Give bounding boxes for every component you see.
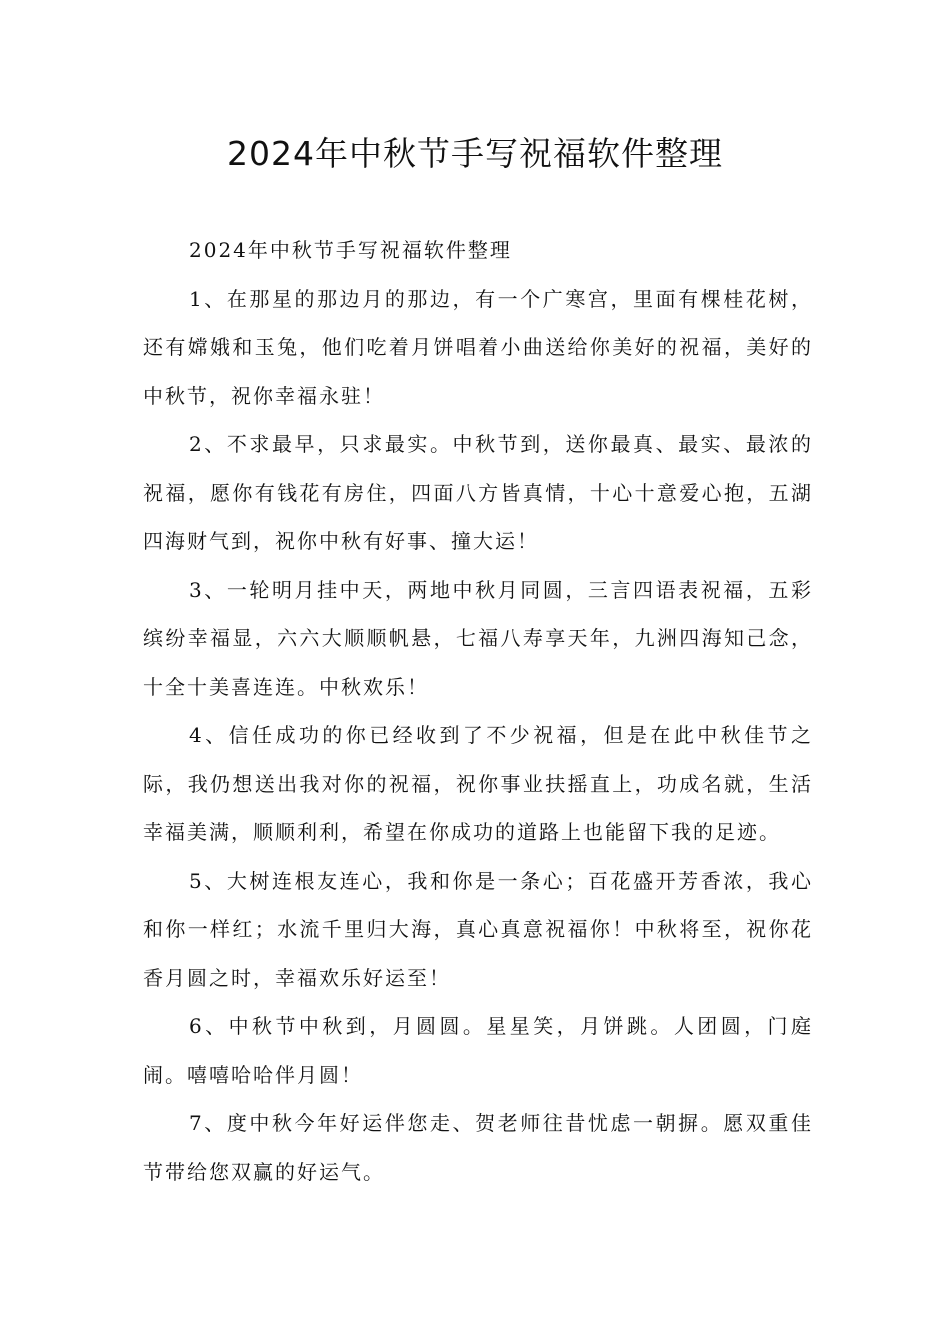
greeting-paragraph-5: 5、大树连根友连心，我和你是一条心；百花盛开芳香浓，我心和你一样红；水流千里归大海，真心真意祝福你！中秋将至，祝你花香月圆之时，幸福欢乐好运至！ <box>143 868 813 990</box>
document-title: 2024年中秋节手写祝福软件整理 <box>227 134 723 173</box>
greeting-paragraph-3: 3、一轮明月挂中天，两地中秋月同圆，三言四语表祝福，五彩缤纷幸福显，六六大顺顺帆悬，七福八寿享天年，九洲四海知己念，十全十美喜连连。中秋欢乐！ <box>143 577 813 699</box>
greeting-paragraph-7: 7、度中秋今年好运伴您走、贺老师往昔忧虑一朝摒。愿双重佳节带给您双赢的好运气。 <box>143 1111 813 1184</box>
greeting-paragraph-1: 1、在那星的那边月的那边，有一个广寒宫，里面有棵桂花树，还有嫦娥和玉兔，他们吃着月饼唱着小曲送给你美好的祝福，美好的中秋节，祝你幸福永驻！ <box>143 286 813 408</box>
greeting-paragraph-4: 4、信任成功的你已经收到了不少祝福，但是在此中秋佳节之际，我仍想送出我对你的祝福，祝你事业扶摇直上，功成名就，生活幸福美满，顺顺利利，希望在你成功的道路上也能留下我的足迹。 <box>143 723 813 844</box>
greeting-paragraph-2: 2、不求最早，只求最实。中秋节到，送你最真、最实、最浓的祝福，愿你有钱花有房住，四面八方皆真情，十心十意爱心抱，五湖四海财气到，祝你中秋有好事、撞大运！ <box>143 432 813 553</box>
subtitle-paragraph: 2024年中秋节手写祝福软件整理 <box>189 238 512 262</box>
document-body <box>143 226 813 1196</box>
greeting-paragraph-6: 6、中秋节中秋到，月圆圆。星星笑，月饼跳。人团圆，门庭闹。嘻嘻哈哈伴月圆！ <box>143 1014 813 1087</box>
